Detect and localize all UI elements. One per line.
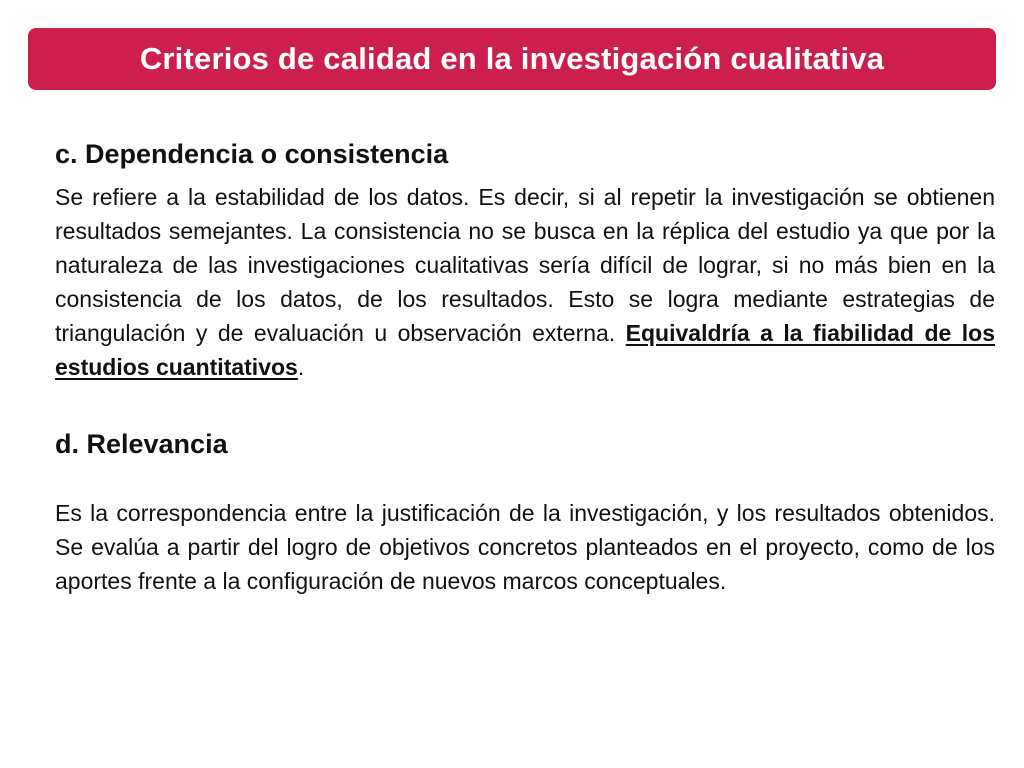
section-body-dependencia: [55, 180, 995, 384]
slide-title: Criterios de calidad en la investigación cualitativa: [139, 41, 885, 76]
emphasis-period: .: [297, 354, 305, 380]
emphasis-statement: Equivaldría a la fiabilidad de los estudios cuantitativos: [55, 320, 995, 380]
section-heading-dependencia: c. Dependencia o consistencia: [55, 139, 449, 169]
slide-content: [55, 132, 995, 598]
section-body-text: Se refiere a la estabilidad de los datos. Es decir, si al repetir la investigación se obtienen resultados semejantes. La consistencia no se busca en la réplica del estudio ya que por la naturaleza de las investigaciones cualitativas sería difícil de lograr, si no más bien en la consistencia de los datos, de los resultados. Esto se logra mediante estrategias de triangulación y de evaluación u observación externa.: [55, 184, 995, 346]
section-body-relevancia: Es la correspondencia entre la justificación de la investigación, y los resultados obtenidos. Se evalúa a partir del logro de objetivos concretos planteados en el proyecto, como de los aportes frente a la configuración de nuevos marcos conceptuales.: [55, 500, 995, 594]
title-banner: [28, 28, 996, 90]
section-heading-relevancia: d. Relevancia: [55, 429, 228, 459]
